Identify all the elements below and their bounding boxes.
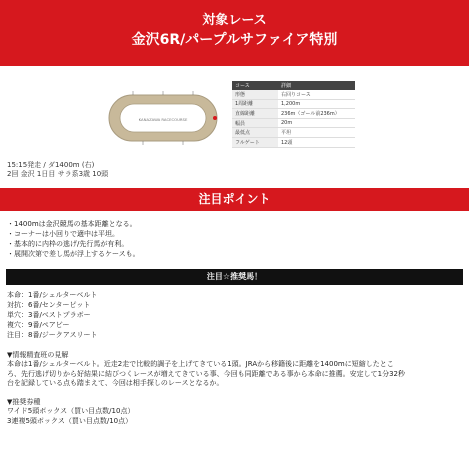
table-row <box>232 109 355 119</box>
analysis-line: ろ、先行逃げ切りから好結果に結びつくレースが増えてきている事、今回も同距離である事から本命に推薦。安定して1分32秒 <box>7 369 406 378</box>
table-cell: 12頭 <box>278 137 355 147</box>
table-header: コース <box>232 81 278 90</box>
analysis-section <box>0 351 469 389</box>
table-header-row <box>232 81 355 90</box>
picks-list <box>0 291 469 341</box>
list-item: ・コーナーは小回りで適中は平坦。 <box>7 230 119 238</box>
track-label: KANAZAWA RACECOURSE <box>138 117 188 122</box>
table-cell: 直線距離 <box>232 109 278 119</box>
table-cell: 形態 <box>232 90 278 99</box>
table-row <box>232 90 355 99</box>
table-cell: 20m <box>278 118 355 128</box>
table-row <box>232 118 355 128</box>
list-item: 対抗：6番/センターピット <box>7 300 91 309</box>
section-title-points: 注目ポイント <box>0 188 469 211</box>
race-header <box>0 0 469 66</box>
list-item: 注目：8番/ジークアスリート <box>7 330 98 339</box>
course-section <box>0 73 469 161</box>
table-cell: 236m（ゴール前236m） <box>278 109 355 119</box>
table-cell: 幅員 <box>232 118 278 128</box>
analysis-line: 本命は1番/シェルターベルト。近走2走で比較的調子を上げてきている1頭。JRAから移籍後に距離を1400mに短縮したとこ <box>7 360 394 369</box>
track-diagram <box>103 87 225 151</box>
race-info <box>0 161 469 179</box>
analysis-line: 台を記録している点も踏まえて、今回は相手探しのレースとなるか。 <box>7 379 224 388</box>
table-cell: 右回りコース <box>278 90 355 99</box>
list-item: ・1400mは金沢競馬の基本距離となる。 <box>7 220 137 228</box>
table-header: 詳細 <box>278 81 355 90</box>
course-info-table <box>232 81 355 148</box>
table-cell: フルゲート <box>232 137 278 147</box>
list-item: 単穴：3番/ベストプラボー <box>7 310 91 319</box>
table-row <box>232 128 355 138</box>
tickets-section <box>0 398 469 427</box>
table-cell: 1,200m <box>278 99 355 109</box>
table-cell: 1周距離 <box>232 99 278 109</box>
race-start-distance: 15:15発走 / ダ1400m (右) <box>7 161 95 169</box>
race-title: 金沢6R/パープルサファイア特別 <box>131 32 338 48</box>
table-row <box>232 99 355 109</box>
tickets-heading: ▼推奨券種 <box>7 397 41 406</box>
header-label: 対象レース <box>202 13 267 28</box>
table-cell: 平坦 <box>278 128 355 138</box>
list-item: 本命：1番/シェルターベルト <box>7 291 98 299</box>
ticket-line: ワイド5頭ボックス（買い目点数/10点） <box>7 407 135 416</box>
analysis-heading: ▼情報精査班の見解 <box>7 350 69 359</box>
ticket-line: 3連複5頭ボックス（買い目点数/10点） <box>7 416 133 425</box>
points-list <box>0 219 469 259</box>
table-cell: 最低点 <box>232 128 278 138</box>
list-item: ・基本的に内枠の逃げ/先行馬が有利。 <box>7 240 129 248</box>
list-item: ・展開次第で差し馬が浮上するケースも。 <box>7 250 140 258</box>
list-item: 複穴：9番/ペアビー <box>7 320 70 329</box>
section-title-picks: 注目☆推奨馬！ <box>6 269 463 285</box>
race-meeting: 2回 金沢 1日目 サラ系3歳 10頭 <box>7 170 109 178</box>
table-row <box>232 137 355 147</box>
